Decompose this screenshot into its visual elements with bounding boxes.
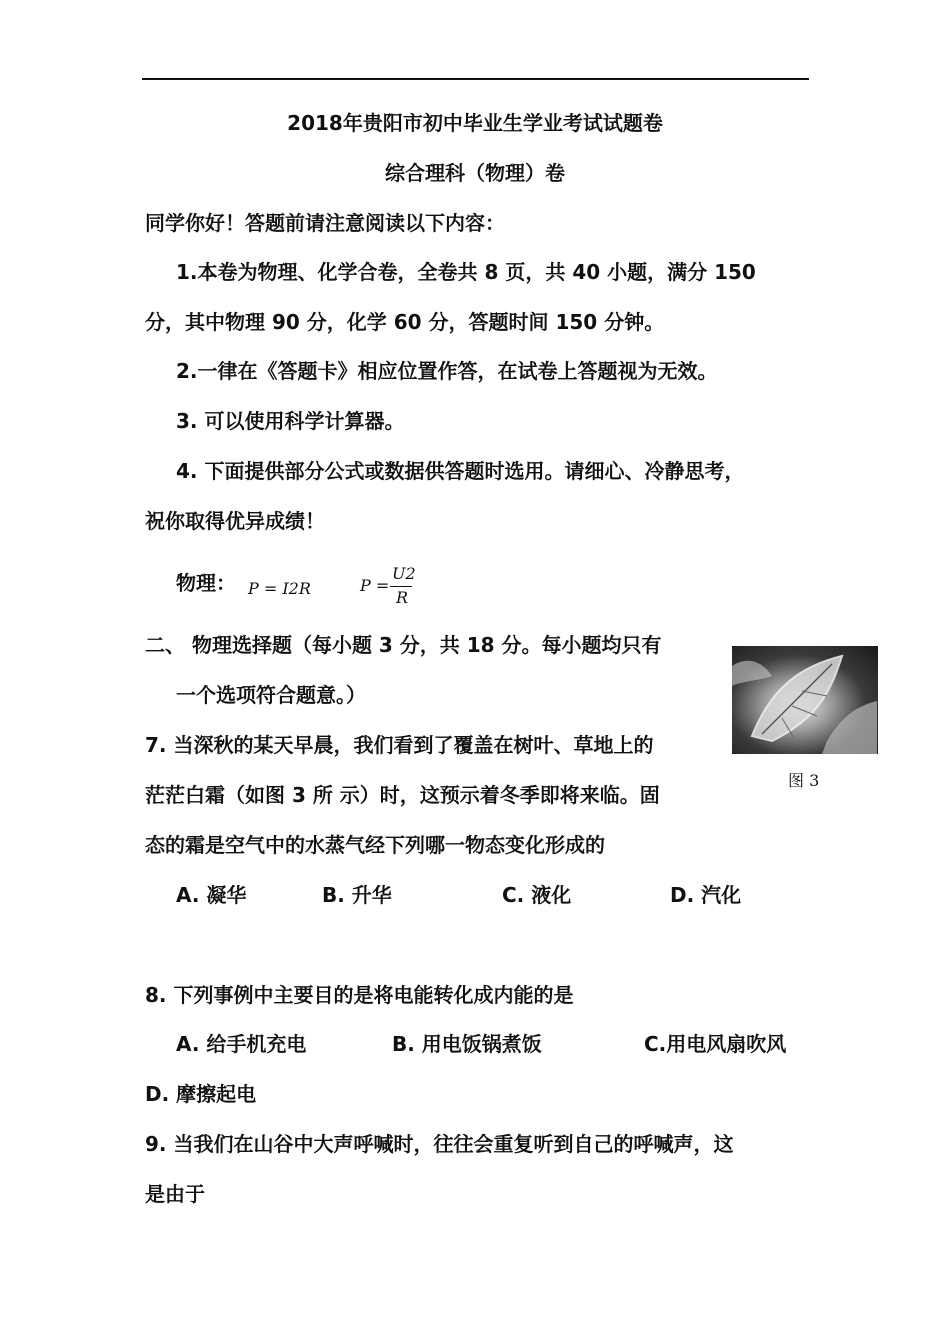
note-4: 4. 下面提供部分公式或数据供答题时选用。请细心、冷静思考， — [176, 459, 745, 483]
q7-option-b: B. 升华 — [322, 883, 392, 907]
note-3: 3. 可以使用科学计算器。 — [176, 409, 405, 433]
note-1-cont: 分，其中物理 90 分，化学 60 分，答题时间 150 分钟。 — [145, 310, 665, 334]
exam-subtitle: 综合理科（物理）卷 — [385, 161, 565, 185]
section-heading-cont: 一个选项符合题意。） — [176, 683, 366, 707]
note-4-cont: 祝你取得优异成绩！ — [145, 509, 325, 533]
q8-option-c: C.用电风扇吹风 — [644, 1032, 787, 1056]
q7-line-3: 态的霜是空气中的水蒸气经下列哪一物态变化形成的 — [145, 833, 605, 857]
exam-title: 2018年贵阳市初中毕业生学业考试试题卷 — [287, 111, 663, 135]
formula-lhs: P = — [360, 576, 390, 595]
q7-option-d: D. 汽化 — [670, 883, 742, 907]
greeting: 同学你好！答题前请注意阅读以下内容： — [145, 211, 505, 235]
top-rule — [142, 78, 809, 80]
q7-line-2: 茫茫白霜（如图 3 所 示）时，这预示着冬季即将来临。固 — [145, 783, 660, 807]
q7-option-c: C. 液化 — [502, 883, 572, 907]
formula-label: 物理： — [176, 571, 236, 595]
section-heading: 二、 物理选择题（每小题 3 分，共 18 分。每小题均只有 — [145, 633, 662, 657]
fraction-bar — [390, 586, 412, 587]
q9-line-1: 9. 当我们在山谷中大声呼喊时，往往会重复听到自己的呼喊声，这 — [145, 1132, 734, 1156]
formula-denominator: R — [396, 588, 409, 607]
q8-option-a: A. 给手机充电 — [176, 1032, 307, 1056]
q8-option-b: B. 用电饭锅煮饭 — [392, 1032, 542, 1056]
q8-option-d: D. 摩擦起电 — [145, 1082, 257, 1106]
note-1: 1.本卷为物理、化学合卷，全卷共 8 页，共 40 小题，满分 150 — [176, 260, 756, 284]
frost-leaf-photo — [732, 646, 878, 754]
formula-power-voltage — [360, 564, 430, 610]
q8-stem: 8. 下列事例中主要目的是将电能转化成内能的是 — [145, 983, 574, 1007]
q7-line-1: 7. 当深秋的某天早晨，我们看到了覆盖在树叶、草地上的 — [145, 733, 654, 757]
q9-line-2: 是由于 — [145, 1182, 205, 1206]
figure-caption: 图 3 — [788, 771, 820, 790]
note-2: 2.一律在《答题卡》相应位置作答，在试卷上答题视为无效。 — [176, 359, 718, 383]
formula-numerator: U2 — [392, 564, 416, 583]
q7-option-a: A. 凝华 — [176, 883, 247, 907]
formula-power-current: P = I2R — [248, 579, 311, 598]
